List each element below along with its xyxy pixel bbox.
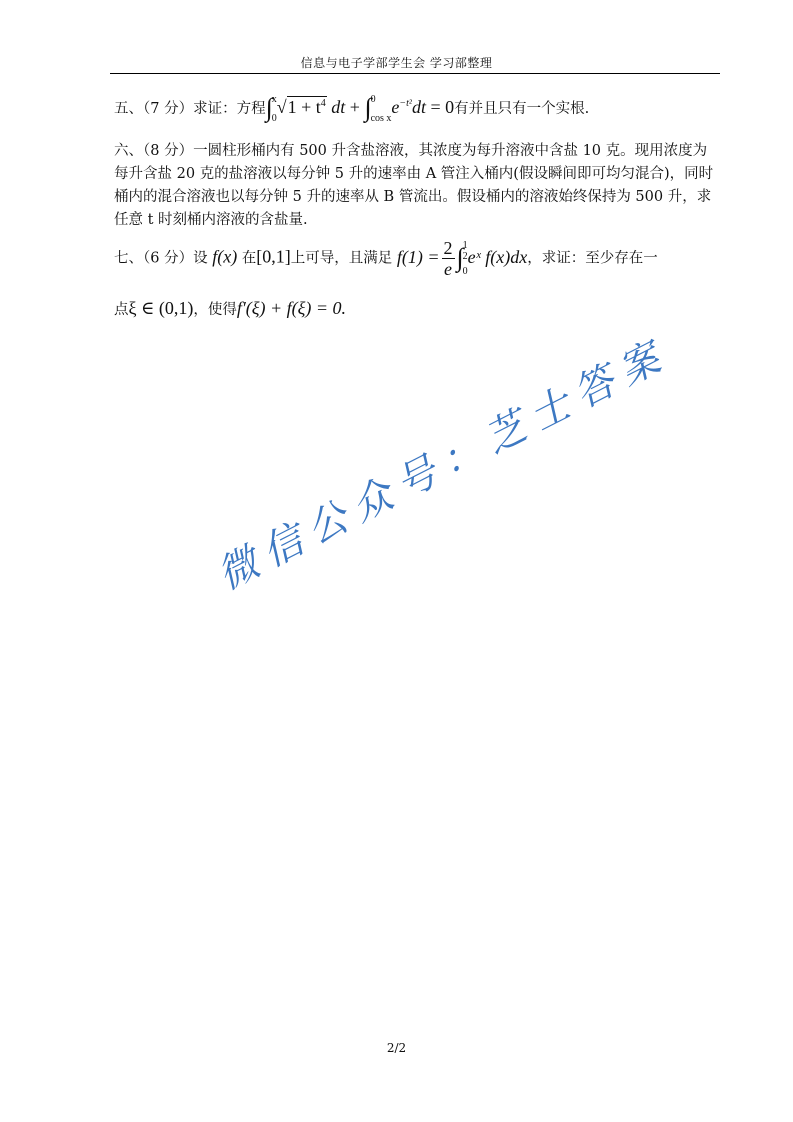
problem-6: 六、（8 分）一圆柱形桶内有 500 升含盐溶液，其浓度为每升溶液中含盐 10 克。现用浓度为每升含盐 20 克的盐溶液以每分钟 5 升的速率由 A 管注入桶内(假设瞬间即可均匀混合)，同时桶内的混合溶液也以每分钟 5 升的速率从 B 管流出。假设桶内的溶液始终保持为 500 升，求任意 t 时刻桶内溶液的含盐量. — [114, 143, 714, 228]
integral-1-limits: x 0 — [271, 93, 277, 124]
fraction-2-over-e: $\frac{2}{e}$ — [443, 238, 453, 279]
problem-5: 五、（7 分）求证：方程∫ x 0 $√1 + t^4$ dt + ∫ 0 cos x $e^{-t^2}dt = 0$有并且只有一个实根. — [114, 93, 590, 124]
page-header: 信息与电子学部学生会 学习部整理 — [300, 56, 493, 70]
integral-3-limits: 1 2 0 — [462, 240, 468, 277]
page-number: 2/2 — [386, 1041, 407, 1055]
header-divider — [110, 73, 720, 74]
watermark-text: 微信公众号：芝士答案 — [210, 331, 677, 600]
problem-5-label: 五、（7 分）求证：方程 — [114, 101, 266, 117]
integral-2-limits: 0 cos x — [370, 93, 392, 124]
problem-7-equation: f(1) = $\frac{2}{e}$ ∫ 1 2 0 eˣ f(x)dx — [396, 238, 528, 279]
problem-7: 七、（6 分）设 f(x) 在[0,1]上可导，且满足 f(1) = $\frac{2}{e}$ ∫ 1 2 0 eˣ f(x)dx，求证：至少存在一 点ξ ∈ (0,1)，使得f′(ξ) + f(ξ) = 0. — [114, 238, 658, 318]
problem-5-equation: ∫ x 0 $√1 + t^4$ dt + ∫ 0 cos x $e^{-t^2}dt = 0$ — [265, 93, 455, 124]
